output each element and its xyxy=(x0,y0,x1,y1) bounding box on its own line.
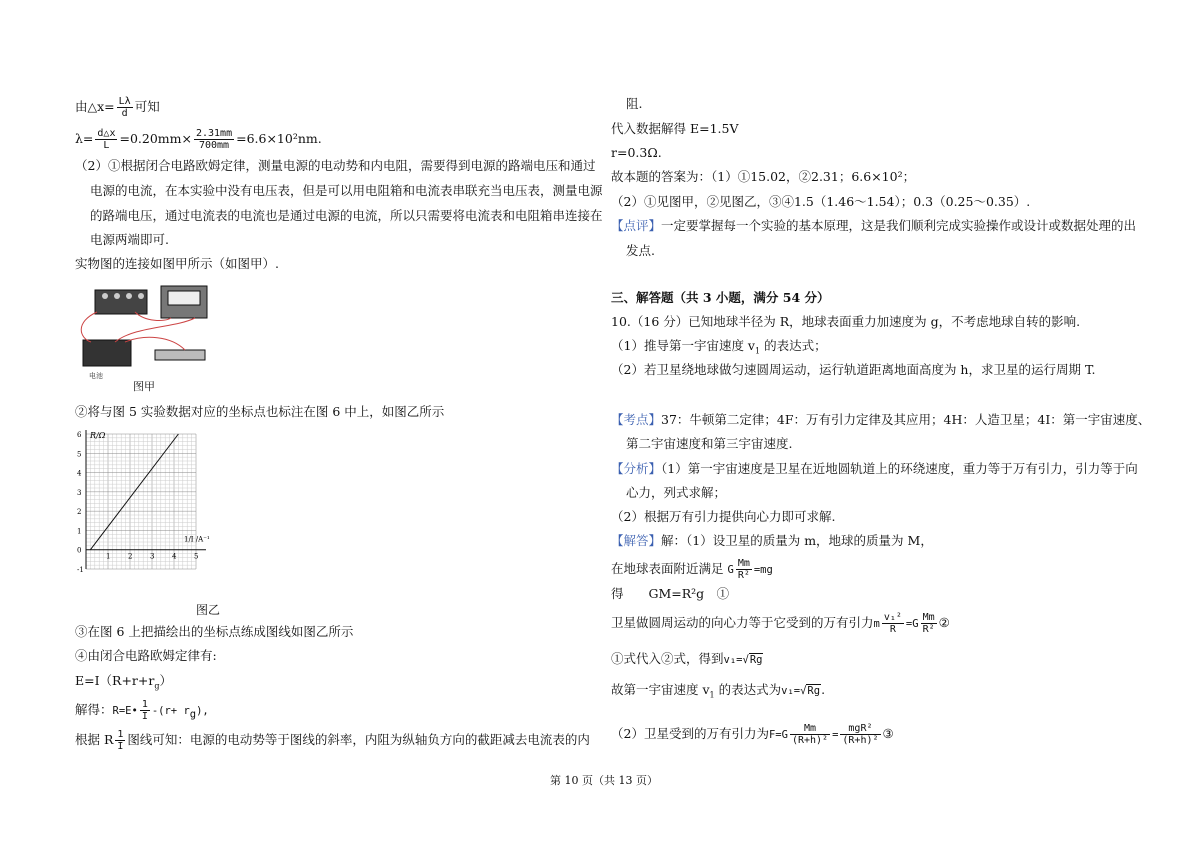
switch-shape xyxy=(155,350,205,360)
text: ） xyxy=(159,673,172,688)
comment-tag: 【点评】 xyxy=(611,218,662,233)
paragraph-line xyxy=(75,729,590,752)
denominator: d xyxy=(121,108,128,119)
subscript: 1 xyxy=(709,690,715,700)
sqrt-symbol: √ xyxy=(800,685,807,697)
equation-line xyxy=(75,673,172,695)
y-tick-label: 1 xyxy=(77,527,82,536)
fraction xyxy=(95,128,117,151)
denominator: R² xyxy=(737,570,750,581)
text: 解得： xyxy=(75,702,113,717)
paragraph-line: 电源的电流，在本实验中没有电压表，但是可以用电阻箱和电流表串联充当电压表，测量电源 xyxy=(90,183,603,198)
numerator: Mm xyxy=(790,723,830,735)
numerator: 1 xyxy=(141,699,148,710)
subscript: g xyxy=(154,681,160,691)
equation-line xyxy=(611,558,773,581)
formula: -(r+ r xyxy=(151,705,190,717)
denominator: R xyxy=(889,624,896,635)
paragraph-line: 心力，列式求解； xyxy=(626,485,727,500)
x-tick-label: 4 xyxy=(172,552,177,561)
knob xyxy=(126,293,132,299)
solution-line xyxy=(611,533,933,549)
x-tick-label: 2 xyxy=(128,552,133,561)
fraction xyxy=(140,699,150,722)
subscript: 1 xyxy=(755,346,761,356)
denominator: I xyxy=(117,741,124,752)
text: 的表达式为 xyxy=(714,682,782,697)
section-heading: 三、解答题（共 3 小题，满分 54 分） xyxy=(611,290,830,305)
text: 解：（1）设卫星的质量为 m，地球的质量为 M， xyxy=(661,533,933,548)
numerator: Mm xyxy=(922,612,935,623)
paragraph-line: （2）①见图甲，②见图乙，③④1.5（1.46～1.54）；0.3（0.25～0.35）. xyxy=(611,194,1031,209)
equation-line xyxy=(75,699,209,723)
x-tick-label: 1 xyxy=(106,552,111,561)
paragraph-line: 发点. xyxy=(626,243,655,258)
denominator: R² xyxy=(922,624,935,635)
analysis-tag: 【分析】 xyxy=(611,461,662,476)
equation-line xyxy=(611,682,825,704)
paragraph-line: 阻. xyxy=(626,96,643,111)
text: ①式代入②式，得到 xyxy=(611,651,724,666)
numerator: mgR² xyxy=(840,723,880,735)
numerator: Mm xyxy=(737,558,750,569)
text: 37：牛顿第二定律；4F：万有引力定律及其应用；4H：人造卫星；4I：第一宇宙速度、 xyxy=(661,412,1151,427)
paragraph-line: ④由闭合电路欧姆定律有: xyxy=(75,648,217,663)
text: . xyxy=(821,682,826,697)
y-tick-label: 4 xyxy=(77,469,82,478)
paragraph-line: ③在图 6 上把描绘出的坐标点练成图线如图乙所示 xyxy=(75,624,354,639)
formula: =mg xyxy=(753,564,773,576)
knob xyxy=(114,293,120,299)
equation-line xyxy=(611,612,950,635)
formula: G xyxy=(727,564,734,576)
equation-line: 得 GM=R²g ① xyxy=(611,586,730,601)
question-line xyxy=(611,338,827,360)
paragraph-line: r=0.3Ω. xyxy=(611,145,662,160)
paragraph-line: 代入数据解得 E=1.5V xyxy=(611,121,739,136)
formula: =G xyxy=(905,618,919,630)
text: 的表达式； xyxy=(760,338,827,353)
text: （2）卫星受到的万有引力为 xyxy=(611,726,769,741)
x-tick-label: 5 xyxy=(194,552,199,561)
knob xyxy=(102,293,108,299)
text: =6.6×10²nm. xyxy=(236,131,322,146)
fraction xyxy=(921,612,937,635)
fraction xyxy=(115,729,125,752)
y-tick-label: 5 xyxy=(77,450,82,459)
text: 图线可知：电源的电动势等于图线的斜率，内阻为纵轴负方向的截距减去电流表的内 xyxy=(127,732,590,747)
paragraph-line: 的路端电压，通过电流表的电流也是通过电源的电流，所以只需要将电流表和电阻箱串连接在 xyxy=(90,208,603,223)
denominator: 700mm xyxy=(198,140,230,151)
fraction xyxy=(736,558,752,581)
fraction xyxy=(194,128,234,151)
battery-shape xyxy=(83,340,131,366)
text: 根据 R xyxy=(75,732,114,747)
figure-caption: 图甲 xyxy=(133,380,155,393)
denominator: I xyxy=(141,711,148,722)
formula: ), xyxy=(196,705,209,717)
radicand: Rg xyxy=(749,654,763,666)
x-axis-label: 1/I /A⁻¹ xyxy=(184,535,210,544)
numerator: 2.31mm xyxy=(195,128,233,139)
y-tick-label: -1 xyxy=(77,566,84,574)
formula: v₁= xyxy=(781,685,801,697)
paragraph-line: （2）①根据闭合电路欧姆定律，测量电源的电动势和内电阻，需要得到电源的路端电压和通过 xyxy=(75,158,596,173)
text: ③ xyxy=(882,726,894,741)
fraction xyxy=(882,612,904,635)
subscript: g xyxy=(189,708,197,721)
paragraph-line: 电源两端即可. xyxy=(90,232,169,247)
text: λ= xyxy=(75,131,94,146)
formula: m xyxy=(873,618,880,630)
text: 在地球表面附近满足 xyxy=(611,561,728,576)
fraction xyxy=(790,723,830,746)
paragraph-line: 第二宇宙速度和第三宇宙速度. xyxy=(626,436,793,451)
text: 卫星做圆周运动的向心力等于它受到的万有引力 xyxy=(611,615,874,630)
r-vs-inverse-i-chart xyxy=(70,426,220,594)
denominator: (R+h)² xyxy=(791,735,829,746)
figure-caption: 图乙 xyxy=(196,603,221,617)
question-line: 10.（16 分）已知地球半径为 R，地球表面重力加速度为 g，不考虑地球自转的影响. xyxy=(611,314,1081,329)
text: 一定要掌握每一个实验的基本原理，这是我们顺利完成实验操作或设计或数据处理的出 xyxy=(661,218,1137,233)
formula: R=E• xyxy=(112,705,138,717)
battery-label: 电池 xyxy=(89,372,103,380)
equation-line xyxy=(611,723,894,746)
sqrt-symbol: √ xyxy=(742,654,749,666)
denominator: L xyxy=(103,140,110,151)
paragraph-line: 故本题的答案为：（1）①15.02，②2.31；6.6×10²； xyxy=(611,169,916,184)
paragraph-line: ②将与图 5 实验数据对应的坐标点也标注在图 6 中上，如图乙所示 xyxy=(75,404,445,419)
paragraph-line: （2）根据万有引力提供向心力即可求解. xyxy=(611,509,836,524)
chart-ticks xyxy=(77,431,198,574)
text: E=I（R+r+r xyxy=(75,673,155,688)
text: （1）推导第一宇宙速度 v xyxy=(611,338,755,353)
radicand: Rg xyxy=(807,685,821,697)
x-tick-label: 3 xyxy=(150,552,155,561)
numerator: d△x xyxy=(97,128,116,139)
fraction xyxy=(840,723,880,746)
text: =0.20mm× xyxy=(119,131,192,146)
text: （1）第一宇宙速度是卫星在近地圆轨道上的环绕速度，重力等于万有引力，引力等于向 xyxy=(661,461,1138,476)
analysis-line xyxy=(611,461,1138,477)
knob xyxy=(138,293,144,299)
y-tick-label: 3 xyxy=(77,488,82,497)
formula: F=G xyxy=(768,729,788,741)
comment-line xyxy=(611,218,1136,234)
paragraph-line: 实物图的连接如图甲所示（如图甲）. xyxy=(75,256,279,271)
text: 故第一宇宙速度 v xyxy=(611,682,710,697)
lambda-calc-line xyxy=(75,128,322,151)
y-tick-label: 2 xyxy=(77,508,82,517)
ammeter-dial xyxy=(168,291,200,305)
page-footer: 第 10 页（共 13 页） xyxy=(550,774,658,787)
kaodian-line xyxy=(611,412,1150,428)
lambda-relation-line xyxy=(75,96,160,119)
y-tick-label: 0 xyxy=(77,546,82,555)
denominator: (R+h)² xyxy=(842,735,879,746)
fraction xyxy=(117,96,133,119)
y-axis-label: R/Ω xyxy=(90,431,106,440)
text: 可知 xyxy=(134,99,160,114)
numerator: 1 xyxy=(117,729,124,740)
numerator: v₁² xyxy=(883,612,902,623)
formula: v₁= xyxy=(723,654,743,666)
numerator: Lλ xyxy=(118,96,131,107)
kaodian-tag: 【考点】 xyxy=(611,412,662,427)
text: 由△x= xyxy=(75,99,115,114)
text: ② xyxy=(938,615,950,630)
formula: = xyxy=(832,729,839,741)
y-tick-label: 6 xyxy=(77,431,82,439)
question-line: （2）若卫星绕地球做匀速圆周运动，运行轨道距离地面高度为 h，求卫星的运行周期 T. xyxy=(611,362,1096,377)
equation-line xyxy=(611,651,763,668)
solution-tag: 【解答】 xyxy=(611,533,662,548)
